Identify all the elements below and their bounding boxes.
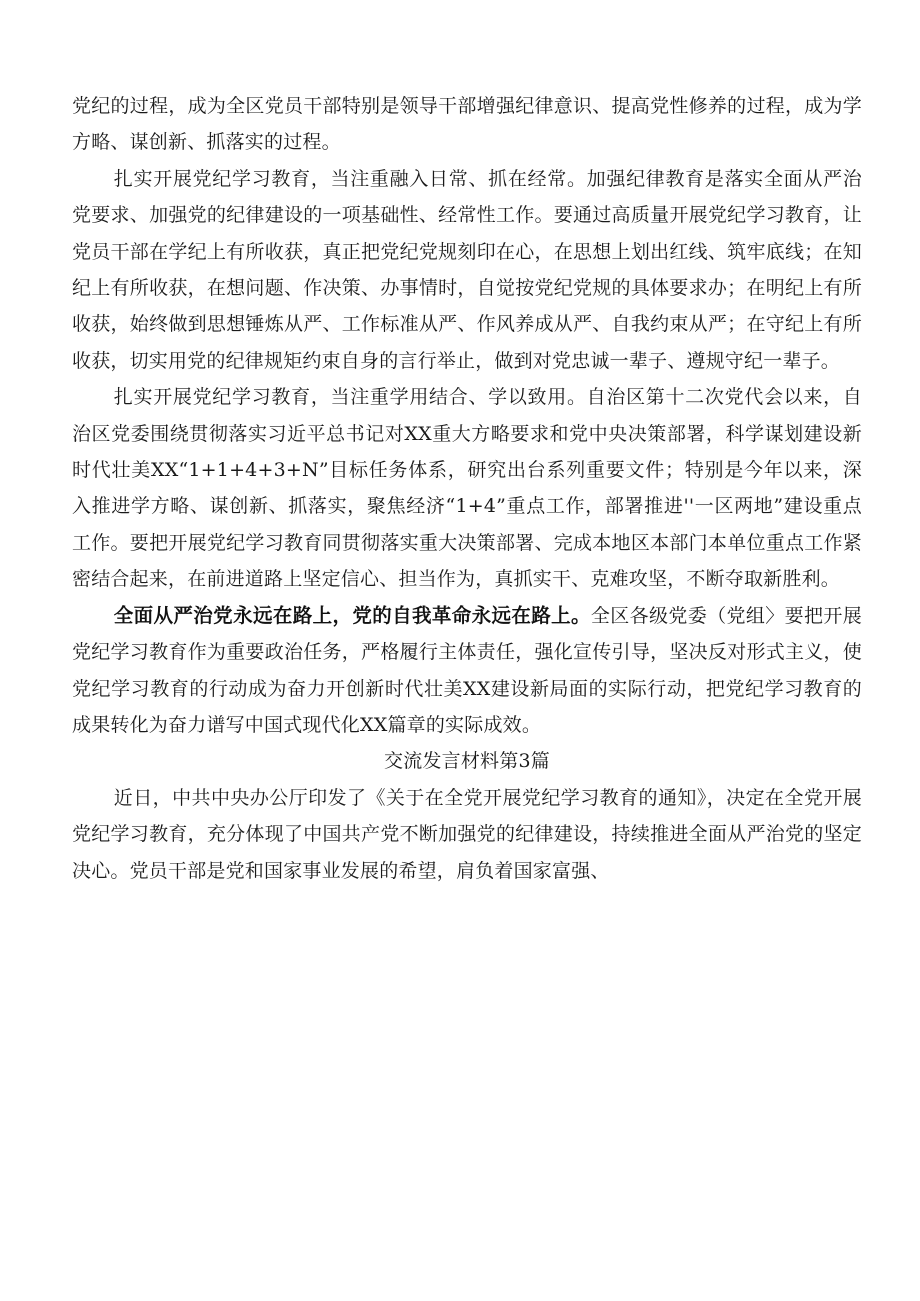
paragraph-discipline-daily bbox=[72, 161, 862, 379]
paragraph-learn-apply bbox=[72, 379, 862, 597]
paragraph-text: 党纪的过程，成为全区党员干部特别是领导干部增强纪律意识、提高党性修养的过程，成为学方略、谋创新、抓落实的过程。 bbox=[72, 95, 862, 154]
section-heading bbox=[72, 743, 862, 779]
paragraph-text: 扎实开展党纪学习教育，当注重学用结合、学以致用。自治区第十二次党代会以来，自治区党委围绕贯彻落实习近平总书记对XX重大方略要求和党中央决策部署，科学谋划建设新时代壮美XX“1+1+4+3+N”目标任务体系，研究出台系列重要文件；特别是今年以来，深入推进学方略、谋创新、抓落实，聚焦经济“1+4”重点工作，部署推进''一区两地”建设重点工作。要把开展党纪学习教育同贯彻落实重大决策部署、完成本地区本部门本单位重点工作紧密结合起来，在前进道路上坚定信心、担当作为，真抓实干、克难攻坚，不断夺取新胜利。 bbox=[72, 386, 862, 591]
paragraph-strict-governance bbox=[72, 598, 862, 744]
paragraph-bold-lead: 全面从严治党永远在路上，党的自我革命永远在路上。 bbox=[113, 603, 591, 627]
paragraph-continuation bbox=[72, 88, 862, 161]
paragraph-section-intro bbox=[72, 780, 862, 889]
paragraph-text: 扎实开展党纪学习教育，当注重融入日常、抓在经常。加强纪律教育是落实全面从严治党要求、加强党的纪律建设的一项基础性、经常性工作。要通过高质量开展党纪学习教育，让党员干部在学纪上有所收获，真正把党纪党规刻印在心，在思想上划出红线、筑牢底线；在知纪上有所收获，在想问题、作决策、办事情时，自觉按党纪党规的具体要求办；在明纪上有所收获，始终做到思想锤炼从严、工作标准从严、作风养成从严、自我约束从严；在守纪上有所收获，切实用党的纪律规矩约束自身的言行举止，做到对党忠诚一辈子、遵规守纪一辈子。 bbox=[72, 167, 862, 372]
document-body bbox=[72, 88, 862, 889]
paragraph-text: 全区各级党委（党组〉要把开展党纪学习教育作为重要政治任务，严格履行主体责任，强化宣传引导，坚决反对形式主义，使党纪学习教育的行动成为奋力开创新时代壮美XX建设新局面的实际行动，把党纪学习教育的成果转化为奋力谱写中国式现代化XX篇章的实际成效。 bbox=[72, 604, 862, 736]
paragraph-text: 近日，中共中央办公厅印发了《关于在全党开展党纪学习教育的通知》，决定在全党开展党纪学习教育，充分体现了中国共产党不断加强党的纪律建设，持续推进全面从严治党的坚定决心。党员干部是党和国家事业发展的希望，肩负着国家富强、 bbox=[72, 786, 862, 882]
section-heading-text: 交流发言材料第3篇 bbox=[384, 750, 550, 773]
